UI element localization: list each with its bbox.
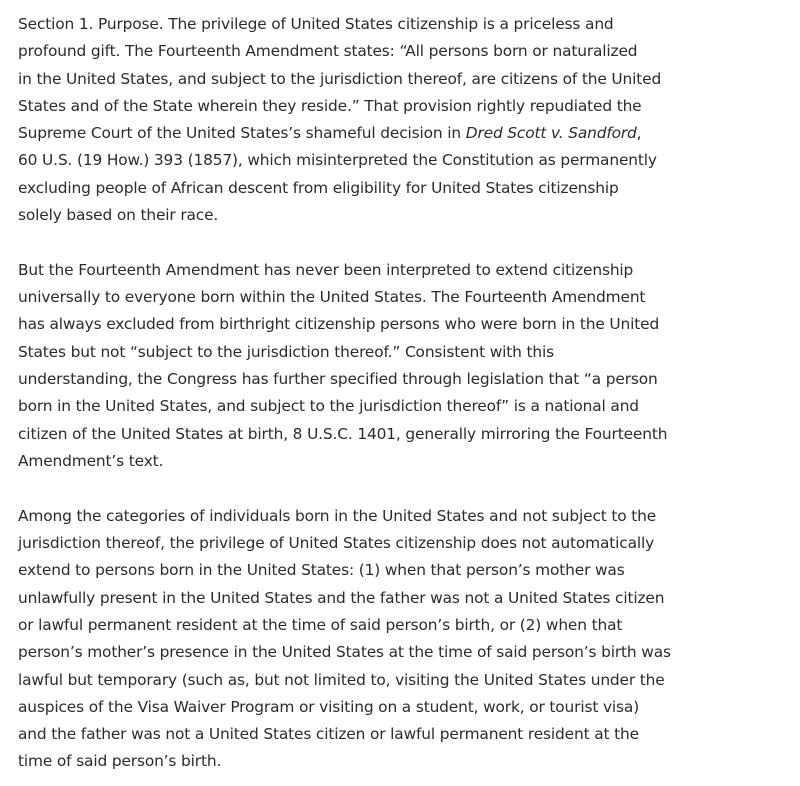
text-line: time of said person’s birth.: [18, 752, 222, 771]
text-line: universally to everyone born within the United States. The Fourteenth Amendment: [18, 288, 646, 307]
text-line: States and of the State wherein they reside.” That provision rightly repudiated the: [18, 96, 642, 115]
document-body: [18, 11, 698, 776]
text-line: or lawful permanent resident at the time of said person’s birth, or (2) when that: [18, 615, 623, 634]
text-line: States but not “subject to the jurisdiction thereof.” Consistent with this: [18, 342, 555, 361]
text-line: lawful but temporary (such as, but not limited to, visiting the United States under the: [18, 670, 665, 689]
text-line: auspices of the Visa Waiver Program or visiting on a student, work, or tourist visa): [18, 697, 640, 716]
text-line: extend to persons born in the United States: (1) when that person’s mother was: [18, 561, 625, 580]
paragraph-fourteenth-amendment: [18, 257, 698, 475]
paragraph-categories: [18, 503, 698, 776]
text-line: in the United States, and subject to the jurisdiction thereof, are citizens of the United: [18, 69, 662, 88]
text-line: Among the categories of individuals born in the United States and not subject to the: [18, 506, 657, 525]
text-line: profound gift. The Fourteenth Amendment states: “All persons born or naturalized: [18, 42, 638, 61]
text-line: excluding people of African descent from eligibility for United States citizenship: [18, 178, 619, 197]
text-line-case-citation: [18, 120, 698, 147]
text-line: unlawfully present in the United States and the father was not a United States citizen: [18, 588, 665, 607]
paragraph-purpose: [18, 11, 698, 229]
text-line: and the father was not a United States citizen or lawful permanent resident at the: [18, 725, 639, 744]
text-line: jurisdiction thereof, the privilege of United States citizenship does not automatically: [18, 534, 655, 553]
text-line: 60 U.S. (19 How.) 393 (1857), which misinterpreted the Constitution as permanently: [18, 151, 657, 170]
text-segment: ,: [636, 124, 642, 143]
text-line: person’s mother’s presence in the United States at the time of said person’s birth was: [18, 643, 671, 662]
text-line: born in the United States, and subject to the jurisdiction thereof” is a national and: [18, 397, 639, 416]
text-segment: Supreme Court of the United States’s shameful decision in: [18, 124, 466, 143]
text-line: understanding, the Congress has further specified through legislation that “a person: [18, 370, 658, 389]
text-line: But the Fourteenth Amendment has never been interpreted to extend citizenship: [18, 260, 634, 279]
text-line: Amendment’s text.: [18, 451, 164, 470]
text-line: Section 1. Purpose. The privilege of United States citizenship is a priceless and: [18, 15, 614, 33]
text-line: has always excluded from birthright citizenship persons who were born in the United: [18, 315, 660, 334]
case-name: Dred Scott v. Sandford: [465, 124, 637, 143]
text-line: citizen of the United States at birth, 8 U.S.C. 1401, generally mirroring the Fourteenth: [18, 424, 668, 443]
text-line: solely based on their race.: [18, 206, 219, 225]
